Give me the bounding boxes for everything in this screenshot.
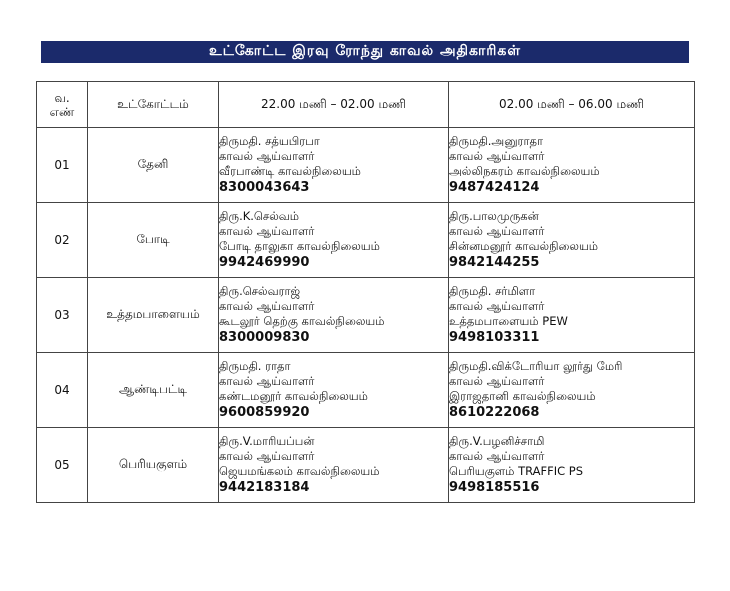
phone-number: 9842144255 [449, 255, 540, 270]
table-row [37, 278, 695, 353]
police-station: ஜெயமங்கலம் காவல்நிலையம் [219, 464, 380, 478]
phone-number: 8300009830 [219, 330, 310, 345]
subdivision-name: உத்தமபாளையம் [88, 278, 219, 353]
page-title: உட்கோட்ட இரவு ரோந்து காவல் அதிகாரிகள் [41, 41, 689, 63]
shift2-officer [449, 353, 695, 428]
officer-name: திருமதி.விக்டோரியா லூர்து மேரி [449, 359, 623, 373]
police-station: பெரியகுளம் TRAFFIC PS [449, 464, 584, 478]
police-station: வீரபாண்டி காவல்நிலையம் [219, 164, 361, 178]
officer-rank: காவல் ஆய்வாளர் [219, 149, 315, 163]
phone-number: 8300043643 [219, 180, 310, 195]
officer-name: திரு.செல்வராஜ் [219, 284, 301, 298]
shift2-officer [449, 428, 695, 503]
phone-number: 9442183184 [219, 480, 310, 495]
police-station: கண்டமனூர் காவல்நிலையம் [219, 389, 368, 403]
officer-rank: காவல் ஆய்வாளர் [449, 149, 545, 163]
phone-number: 9487424124 [449, 180, 540, 195]
shift1-officer [219, 278, 449, 353]
police-station: அல்லிநகரம் காவல்நிலையம் [449, 164, 600, 178]
serial-header-line2: எண் [49, 104, 75, 119]
serial-header-line1: வ. [54, 90, 70, 105]
officer-rank: காவல் ஆய்வாளர் [219, 449, 315, 463]
subdivision-name: தேனி [88, 128, 219, 203]
serial-number: 03 [37, 278, 88, 353]
shift1-header: 22.00 மணி – 02.00 மணி [219, 82, 449, 128]
officer-name: திரு.V.பழனிச்சாமி [449, 434, 545, 448]
officer-name: திருமதி. சர்மிளா [449, 284, 536, 298]
officer-rank: காவல் ஆய்வாளர் [449, 374, 545, 388]
shift1-officer [219, 353, 449, 428]
police-station: கூடலூர் தெற்கு காவல்நிலையம் [219, 314, 385, 328]
phone-number: 9498103311 [449, 330, 540, 345]
night-patrol-table [36, 81, 695, 503]
table-header-row [37, 82, 695, 128]
table-row [37, 428, 695, 503]
officer-name: திரு.V.மாரியப்பன் [219, 434, 315, 448]
serial-number: 01 [37, 128, 88, 203]
officer-name: திருமதி.அனுராதா [449, 134, 543, 148]
table-row [37, 203, 695, 278]
officer-rank: காவல் ஆய்வாளர் [449, 224, 545, 238]
officer-name: திரு.பாலமுருகன் [449, 209, 539, 223]
officer-rank: காவல் ஆய்வாளர் [449, 449, 545, 463]
officer-rank: காவல் ஆய்வாளர் [219, 374, 315, 388]
phone-number: 9942469990 [219, 255, 310, 270]
subdivision-name: பெரியகுளம் [88, 428, 219, 503]
table-row [37, 353, 695, 428]
officer-name: திரு.K.செல்வம் [219, 209, 300, 223]
serial-header [37, 82, 88, 128]
shift2-officer [449, 278, 695, 353]
shift2-header: 02.00 மணி – 06.00 மணி [449, 82, 695, 128]
officer-rank: காவல் ஆய்வாளர் [219, 299, 315, 313]
shift1-officer [219, 428, 449, 503]
table-row [37, 128, 695, 203]
phone-number: 9600859920 [219, 405, 310, 420]
subdivision-name: ஆண்டிபட்டி [88, 353, 219, 428]
shift1-officer [219, 203, 449, 278]
shift2-officer [449, 128, 695, 203]
police-station: உத்தமபாளையம் PEW [449, 314, 568, 328]
phone-number: 9498185516 [449, 480, 540, 495]
officer-name: திருமதி. சத்யபிரபா [219, 134, 320, 148]
police-station: போடி தாலுகா காவல்நிலையம் [219, 239, 380, 253]
serial-number: 05 [37, 428, 88, 503]
officer-name: திருமதி. ராதா [219, 359, 291, 373]
police-station: சின்னமனூர் காவல்நிலையம் [449, 239, 599, 253]
phone-number: 8610222068 [449, 405, 540, 420]
police-station: இராஜதானி காவல்நிலையம் [449, 389, 596, 403]
officer-rank: காவல் ஆய்வாளர் [449, 299, 545, 313]
subdivision-header: உட்கோட்டம் [88, 82, 219, 128]
serial-number: 04 [37, 353, 88, 428]
shift2-officer [449, 203, 695, 278]
shift1-officer [219, 128, 449, 203]
officer-rank: காவல் ஆய்வாளர் [219, 224, 315, 238]
subdivision-name: போடி [88, 203, 219, 278]
serial-number: 02 [37, 203, 88, 278]
